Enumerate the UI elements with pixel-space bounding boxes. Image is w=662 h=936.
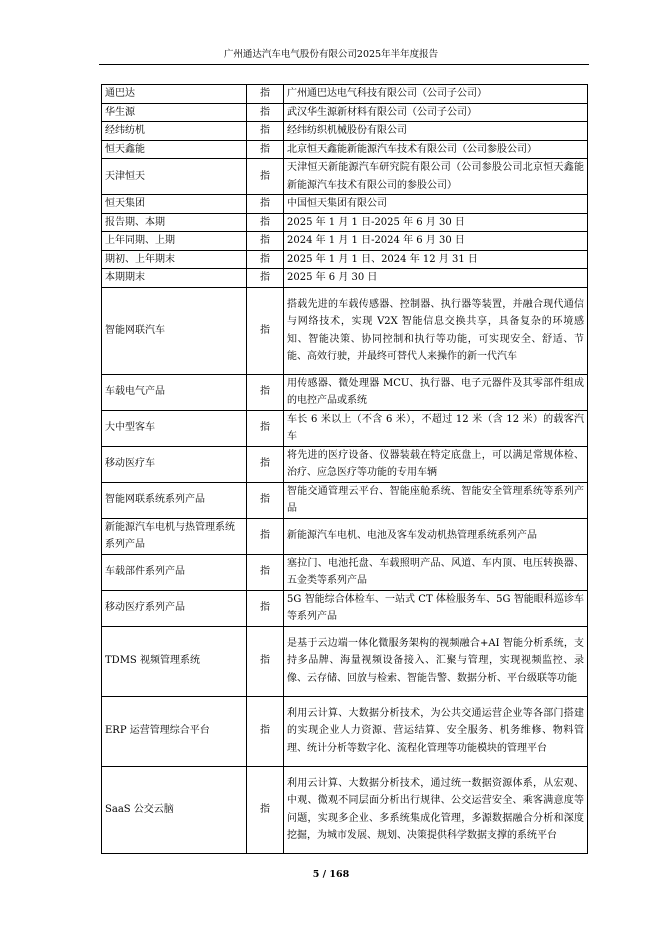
definition-term: 移动医疗车 [102, 446, 247, 482]
definition-text: 塞拉门、电池托盘、车载照明产品、风道、车内顶、电压转换器、五金类等系列产品 [284, 554, 588, 590]
definition-term: 报告期、本期 [102, 213, 247, 232]
definition-row [102, 232, 588, 251]
page-number: 5 / 168 [312, 869, 350, 880]
definition-indicator: 指 [247, 269, 284, 288]
definition-term: 恒天集团 [102, 195, 247, 214]
definition-term: 天津恒天 [102, 159, 247, 195]
definition-indicator: 指 [247, 213, 284, 232]
definition-text: 2025 年 6 月 30 日 [284, 269, 588, 288]
definition-text: 2025 年 1 月 1 日、2024 年 12 月 31 日 [284, 250, 588, 269]
definition-indicator: 指 [247, 482, 284, 518]
definition-text: 搭载先进的车载传感器、控制器、执行器等装置，并融合现代通信与网络技术，实现 V2X 智能信息交换共享，具备复杂的环境感知、智能决策、协同控制和执行等功能，可实现安全、舒适、节能、高效行驶，并最终可替代人来操作的新一代汽车 [284, 287, 588, 374]
definition-indicator: 指 [247, 766, 284, 853]
definition-term: TDMS 视频管理系统 [102, 626, 247, 696]
definition-term: 本期期末 [102, 269, 247, 288]
definition-text: 北京恒天鑫能新能源汽车技术有限公司（公司参股公司） [284, 140, 588, 159]
definition-indicator: 指 [247, 250, 284, 269]
definition-row [102, 269, 588, 288]
definition-text: 5G 智能综合体检车、一站式 CT 体检服务车、5G 智能眼科巡诊车等系列产品 [284, 590, 588, 626]
definition-row [102, 590, 588, 626]
definition-row [102, 482, 588, 518]
definition-term: 智能网联系统系列产品 [102, 482, 247, 518]
definition-row [102, 696, 588, 766]
definition-indicator: 指 [247, 374, 284, 410]
definition-text: 用传感器、微处理器 MCU、执行器、电子元器件及其零部件组成的电控产品或系统 [284, 374, 588, 410]
definition-text: 经纬纺织机械股份有限公司 [284, 122, 588, 141]
definition-text: 新能源汽车电机、电池及客车发动机热管理系统系列产品 [284, 518, 588, 554]
definition-text: 车长 6 米以上（不含 6 米），不超过 12 米（含 12 米）的载客汽车 [284, 410, 588, 446]
definition-row [102, 626, 588, 696]
definition-term: 智能网联汽车 [102, 287, 247, 374]
definition-term: 华生源 [102, 103, 247, 122]
definition-row [102, 287, 588, 374]
definition-indicator: 指 [247, 159, 284, 195]
definition-row [102, 159, 588, 195]
definition-row [102, 250, 588, 269]
header-rule [99, 64, 589, 65]
definition-term: 车载部件系列产品 [102, 554, 247, 590]
definition-term: ERP 运营管理综合平台 [102, 696, 247, 766]
definition-indicator: 指 [247, 554, 284, 590]
definition-indicator: 指 [247, 287, 284, 374]
definition-indicator: 指 [247, 232, 284, 251]
running-header: 广州通达汽车电气股份有限公司2025年半年度报告 [223, 49, 439, 60]
definition-text: 2025 年 1 月 1 日-2025 年 6 月 30 日 [284, 213, 588, 232]
definition-indicator: 指 [247, 85, 284, 104]
definition-row [102, 410, 588, 446]
definition-text: 利用云计算、大数据分析技术，为公共交通运营企业等各部门搭建的实现企业人力资源、营运结算、安全服务、机务维修、物料管理、统计分析等数字化、流程化管理等功能模块的管理平台 [284, 696, 588, 766]
definition-indicator: 指 [247, 140, 284, 159]
definition-row [102, 446, 588, 482]
definition-indicator: 指 [247, 590, 284, 626]
definition-text: 中国恒天集团有限公司 [284, 195, 588, 214]
definition-text: 将先进的医疗设备、仪器装载在特定底盘上，可以满足常规体检、治疗、应急医疗等功能的专用车辆 [284, 446, 588, 482]
definition-indicator: 指 [247, 518, 284, 554]
definition-row [102, 122, 588, 141]
definition-indicator: 指 [247, 103, 284, 122]
definition-indicator: 指 [247, 410, 284, 446]
definitions-table [101, 84, 588, 854]
definition-row [102, 85, 588, 104]
definition-row [102, 518, 588, 554]
definition-term: SaaS 公交云脑 [102, 766, 247, 853]
definition-text: 武汉华生源新材料有限公司（公司子公司） [284, 103, 588, 122]
definition-indicator: 指 [247, 446, 284, 482]
definition-indicator: 指 [247, 696, 284, 766]
definition-row [102, 554, 588, 590]
definition-term: 车载电气产品 [102, 374, 247, 410]
definition-text: 是基于云边端一体化微服务架构的视频融合+AI 智能分析系统，支持多品牌、海量视频设备接入、汇聚与管理，实现视频监控、录像、云存储、回放与检索、智能告警、数据分析、平台级联等功能 [284, 626, 588, 696]
definition-term: 恒天鑫能 [102, 140, 247, 159]
definition-term: 移动医疗系列产品 [102, 590, 247, 626]
definition-row [102, 103, 588, 122]
definition-row [102, 213, 588, 232]
definition-indicator: 指 [247, 195, 284, 214]
definition-text: 利用云计算、大数据分析技术，通过统一数据资源体系，从宏观、中观、微观不同层面分析出行规律、公交运营安全、乘客满意度等问题，实现多企业、多系统集成化管理，多源数据融合分析和深度挖掘，为城市发展、规划、决策提供科学数据支撑的系统平台 [284, 766, 588, 853]
definition-text: 2024 年 1 月 1 日-2024 年 6 月 30 日 [284, 232, 588, 251]
definition-term: 通巴达 [102, 85, 247, 104]
definition-text: 天津恒天新能源汽车研究院有限公司（公司参股公司北京恒天鑫能新能源汽车技术有限公司的参股公司） [284, 159, 588, 195]
definition-term: 经纬纺机 [102, 122, 247, 141]
definition-term: 新能源汽车电机与热管理系统系列产品 [102, 518, 247, 554]
definition-row [102, 140, 588, 159]
definition-row [102, 766, 588, 853]
definition-term: 期初、上年期末 [102, 250, 247, 269]
definition-text: 广州通巴达电气科技有限公司（公司子公司） [284, 85, 588, 104]
definition-indicator: 指 [247, 122, 284, 141]
definitions-table-body [102, 85, 588, 854]
definition-term: 大中型客车 [102, 410, 247, 446]
definition-term: 上年同期、上期 [102, 232, 247, 251]
definition-indicator: 指 [247, 626, 284, 696]
definition-text: 智能交通管理云平台、智能座舱系统、智能安全管理系统等系列产品 [284, 482, 588, 518]
definition-row [102, 195, 588, 214]
definition-row [102, 374, 588, 410]
